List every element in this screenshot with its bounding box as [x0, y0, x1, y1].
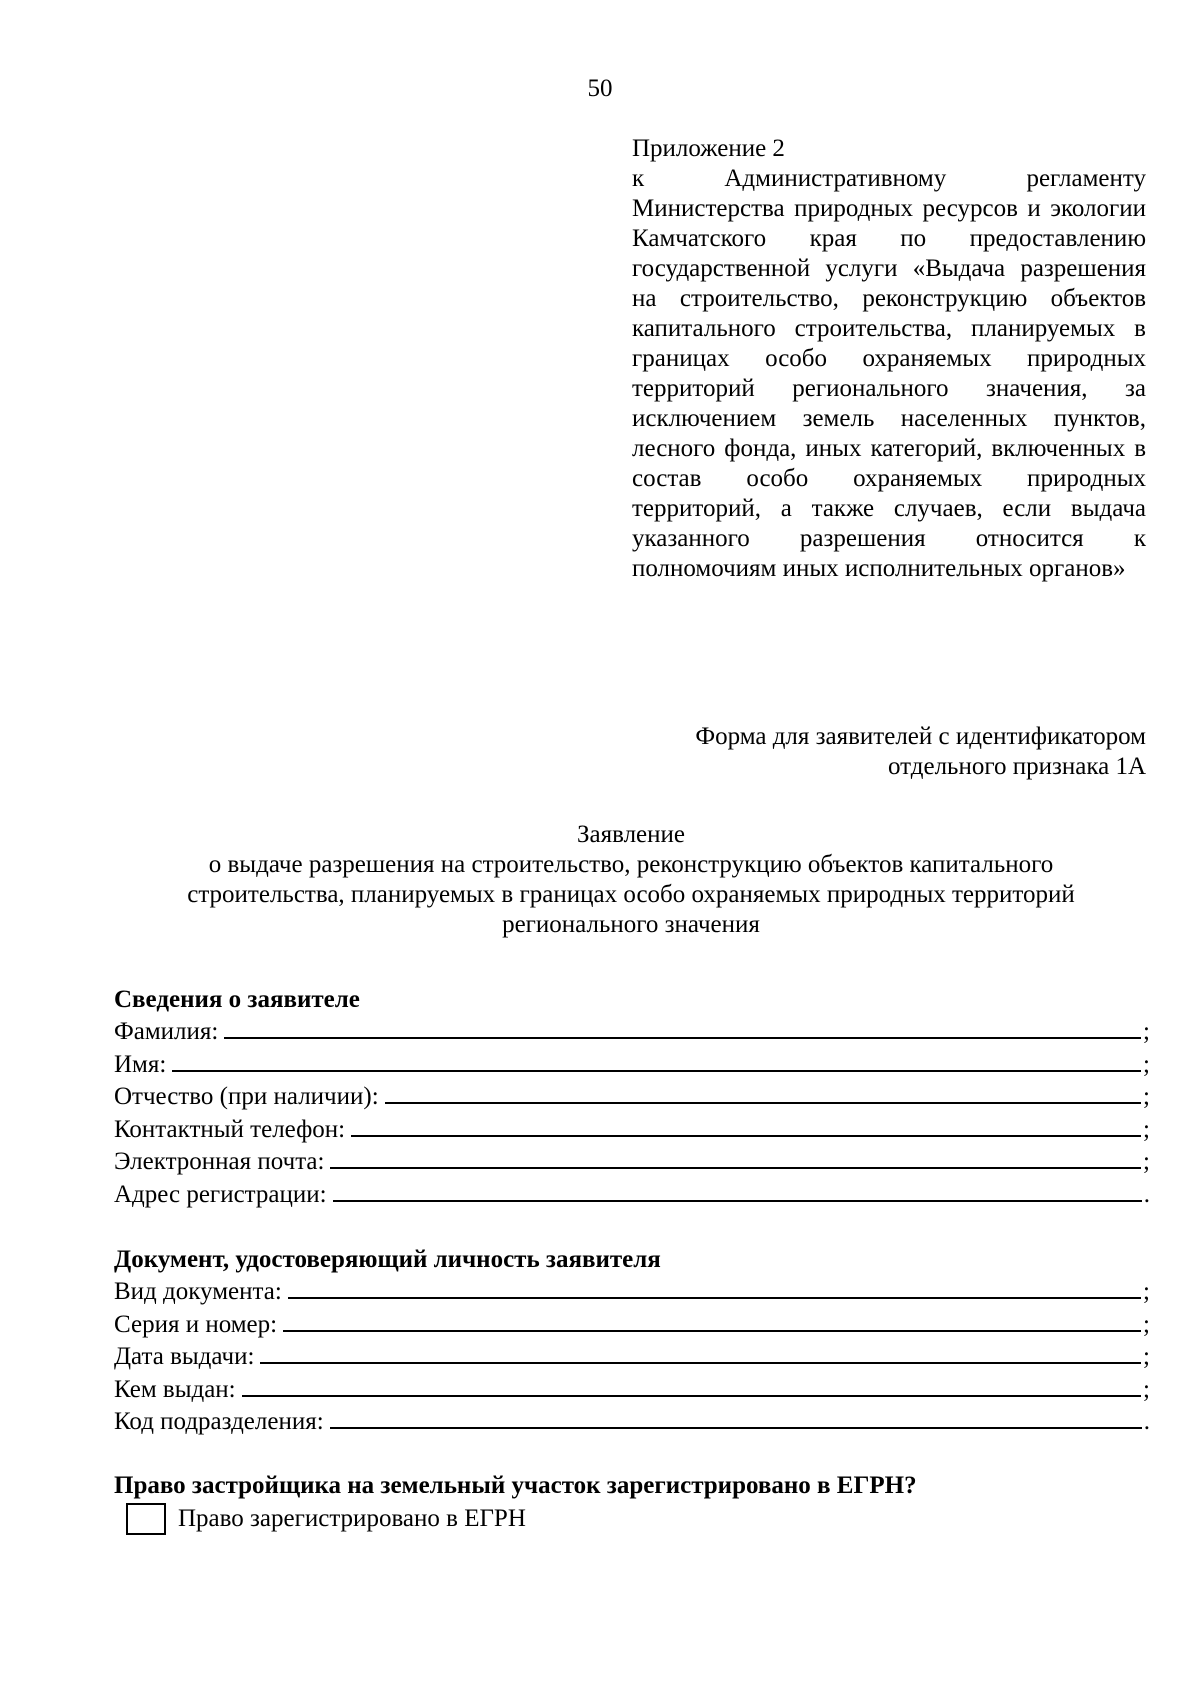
series-number-end: ;	[1143, 1310, 1150, 1338]
name-label: Имя:	[114, 1050, 167, 1078]
email-end: ;	[1143, 1148, 1150, 1175]
land-right-option	[126, 1503, 1150, 1535]
patronymic-field[interactable]	[385, 1080, 1141, 1104]
division-code-row	[114, 1405, 1150, 1438]
page-number: 50	[587, 75, 613, 102]
surname-end: ;	[1143, 1018, 1150, 1045]
document-type-field[interactable]	[288, 1275, 1141, 1299]
email-label: Электронная почта:	[114, 1148, 325, 1175]
appendix-body: к Административному регламенту Министерства природных ресурсов и экологии Камчатского края по предоставлению государственной услуги «Выдача разрешения на строительство, реконструкцию объектов капитального строительства, планируемых в границах особо охраняемых природных территорий регионального значения, за исключением земель населенных пунктов, лесного фонда, иных категорий, включенных в состав особо охраняемых природных территорий, а также случаев, если выдача указанного разрешения относится к полномочиям иных исполнительных органов»	[632, 165, 1146, 582]
address-end: .	[1143, 1180, 1150, 1208]
surname-row	[114, 1015, 1150, 1048]
statement-title: Заявление	[576, 821, 686, 848]
document-type-end: ;	[1143, 1278, 1150, 1305]
identity-document-section	[114, 1245, 1150, 1438]
appendix-title: Приложение 2	[632, 135, 785, 162]
division-code-label: Код подразделения:	[114, 1408, 324, 1435]
applicant-section-title: Сведения о заявителе	[114, 986, 360, 1013]
land-right-checkbox[interactable]	[126, 1503, 166, 1535]
land-right-section	[114, 1471, 1150, 1535]
series-number-field[interactable]	[283, 1308, 1141, 1332]
name-field[interactable]	[172, 1048, 1141, 1072]
address-field[interactable]	[333, 1178, 1142, 1202]
document-type-label: Вид документа:	[114, 1278, 282, 1305]
series-number-label: Серия и номер:	[114, 1310, 278, 1338]
patronymic-row	[114, 1080, 1150, 1113]
identity-document-section-title: Документ, удостоверяющий личность заявителя	[114, 1246, 661, 1273]
phone-end: ;	[1143, 1115, 1150, 1143]
document-type-row	[114, 1275, 1150, 1308]
statement-subtitle-line2: строительства, планируемых в границах особо охраняемых природных территорий	[187, 881, 1075, 908]
statement-subtitle-line3: регионального значения	[502, 911, 760, 938]
surname-field[interactable]	[224, 1015, 1141, 1039]
surname-label: Фамилия:	[114, 1018, 219, 1045]
form-note	[600, 722, 1146, 782]
land-right-section-title: Право застройщика на земельный участок зарегистрировано в ЕГРН?	[114, 1472, 917, 1499]
form-note-line2: отдельного признака 1А	[888, 753, 1146, 780]
email-row	[114, 1145, 1150, 1178]
statement-subtitle-line1: о выдаче разрешения на строительство, реконструкцию объектов капитального	[208, 851, 1054, 878]
applicant-section	[114, 985, 1150, 1210]
phone-field[interactable]	[351, 1113, 1141, 1137]
form-note-line1: Форма для заявителей с идентификатором	[695, 723, 1146, 750]
patronymic-label: Отчество (при наличии):	[114, 1083, 379, 1110]
address-label: Адрес регистрации:	[114, 1180, 327, 1208]
division-code-field[interactable]	[330, 1405, 1142, 1429]
phone-row	[114, 1113, 1150, 1146]
phone-label: Контактный телефон:	[114, 1115, 346, 1143]
name-end: ;	[1143, 1050, 1150, 1078]
issue-date-end: ;	[1143, 1343, 1150, 1370]
name-row	[114, 1048, 1150, 1081]
email-field[interactable]	[330, 1145, 1141, 1169]
issue-date-field[interactable]	[260, 1340, 1141, 1364]
issued-by-field[interactable]	[242, 1373, 1141, 1397]
statement-heading	[114, 820, 1148, 940]
division-code-end: .	[1143, 1408, 1150, 1435]
issue-date-row	[114, 1340, 1150, 1373]
land-right-option-label: Право зарегистрировано в ЕГРН	[178, 1505, 526, 1532]
issued-by-end: ;	[1143, 1375, 1150, 1403]
issue-date-label: Дата выдачи:	[114, 1343, 255, 1370]
patronymic-end: ;	[1143, 1083, 1150, 1110]
address-row	[114, 1178, 1150, 1211]
series-number-row	[114, 1308, 1150, 1341]
issued-by-label: Кем выдан:	[114, 1375, 236, 1403]
issued-by-row	[114, 1373, 1150, 1406]
appendix-block	[632, 134, 1146, 584]
